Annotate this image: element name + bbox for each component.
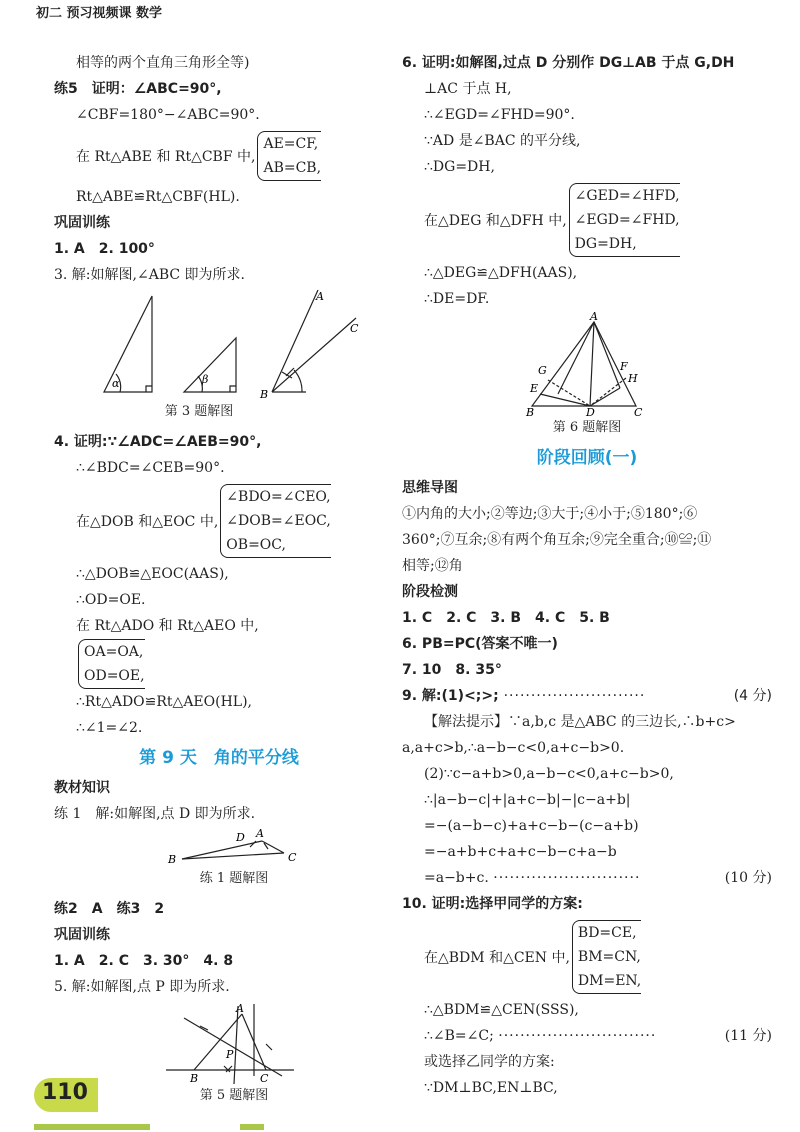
text-line: 在 Rt△ABE 和 Rt△CBF 中, (76, 149, 256, 165)
condition: ∠EGD=∠FHD, (574, 212, 680, 228)
exercise-5-title: 练5 证明：∠ABC=90°, (54, 81, 222, 97)
fig3-triangle-2 (184, 338, 236, 392)
fig5-lines (166, 1004, 294, 1084)
figure-1-caption: 练 1 题解图 (199, 871, 269, 886)
condition-group (402, 917, 772, 997)
fig1-label: C (288, 851, 297, 864)
text-line: 9. 解:(1)<;>; (402, 688, 499, 704)
answers-line: 6. PB=PC(答案不唯一) (402, 636, 558, 652)
fig6-label: H (628, 372, 638, 385)
text-line: a,a+c>b,∴a−b−c<0,a+c−b>0. (402, 740, 625, 756)
text-line: ∠CBF=180°−∠ABC=90°. (76, 107, 260, 123)
text-line: ∴△BDM≌△CEN(SSS), (424, 1002, 579, 1018)
brace-conditions (220, 484, 331, 558)
fig3-construction (272, 290, 356, 392)
text-line: 【解法提示】∵a,b,c 是△ABC 的三边长,∴b+c> (424, 714, 736, 730)
fig5-label: C (260, 1072, 269, 1084)
answers-line: 1. C 2. C 3. B 4. C 5. B (402, 610, 610, 626)
text-line: ∴Rt△ADO≌Rt△AEO(HL), (76, 694, 253, 710)
section-heading: 巩固训练 (54, 215, 110, 231)
text-line: ∴∠EGD=∠FHD=90°. (424, 107, 575, 123)
fig3-label: B (260, 388, 269, 400)
condition: AE=CF, (263, 136, 319, 152)
fig1-label: A (256, 827, 264, 840)
text-line: ①内角的大小;②等边;③大于;④小于;⑤180°;⑥ (402, 506, 698, 522)
text-line: 在△BDM 和△CEN 中, (424, 950, 570, 966)
footer-bar (240, 1124, 264, 1130)
figure-6-caption: 第 6 题解图 (552, 420, 622, 435)
problem-10: 10. 证明:选择甲同学的方案: (402, 896, 583, 912)
condition: ∠DOB=∠EOC, (226, 513, 331, 529)
text-line: ∴∠B=∠C; (424, 1028, 494, 1044)
condition: ∠BDO=∠CEO, (226, 489, 331, 505)
left-column (54, 50, 384, 1103)
text-line: =−(a−b−c)+a+c−b−(c−a+b) (424, 818, 639, 834)
text-line: ∴△DOB≌△EOC(AAS), (76, 566, 229, 582)
problem-6: 6. 证明:如解图,过点 D 分别作 DG⊥AB 于点 G,DH (402, 55, 735, 71)
condition: ∠GED=∠HFD, (574, 188, 680, 204)
brace-conditions (569, 183, 680, 257)
chapter-title: 第 9 天 角的平分线 (139, 748, 299, 768)
problem-9: 9. 解:(1)<;>; ·························· (4 分) (402, 683, 772, 709)
fig3-label: A (316, 290, 324, 303)
fig3-label: α (112, 377, 120, 390)
text-line: 在△DEG 和△DFH 中, (424, 213, 567, 229)
section-heading: 思维导图 (402, 480, 458, 496)
right-column (402, 50, 772, 1101)
text-line: 相等;⑫角 (402, 558, 463, 574)
text-line: 360°;⑦互余;⑧有两个角互余;⑨完全重合;⑩≌;⑪ (402, 532, 712, 548)
brace-conditions (78, 639, 145, 689)
figure-5 (54, 1000, 364, 1084)
text-line: ∴DE=DF. (424, 291, 490, 307)
text-line: 3. 解:如解图,∠ABC 即为所求. (54, 267, 245, 283)
text-line: ∴OD=OE. (76, 592, 146, 608)
section-heading: 巩固训练 (54, 927, 110, 943)
condition: OA=OA, (84, 644, 144, 660)
text-line: =a−b+c. ··························· (10 分) (402, 865, 772, 891)
condition: BM=CN, (577, 949, 641, 965)
text-line: =a−b+c. (424, 870, 489, 886)
text-line: ⊥AC 于点 H, (424, 81, 512, 97)
fig3-label: β (202, 373, 209, 386)
section-heading: 阶段检测 (402, 584, 458, 600)
condition: OD=OE, (84, 668, 145, 684)
text-line: ∴△DEG≌△DFH(AAS), (424, 265, 578, 281)
fig6-label: A (590, 312, 598, 323)
page-header: 初二 预习视频课 数学 (36, 6, 163, 21)
condition: AB=CB, (263, 160, 322, 176)
condition: DG=DH, (574, 236, 637, 252)
fig1-lines (182, 841, 284, 859)
problem-4: 4. 证明:∵∠ADC=∠AEB=90°, (54, 434, 262, 450)
condition-group (54, 128, 384, 184)
condition: DM=EN, (577, 973, 642, 989)
text-line: 练 1 解:如解图,点 D 即为所求. (54, 806, 256, 822)
fig5-label: A (236, 1002, 244, 1015)
figure-1 (54, 827, 364, 867)
text-line: 或选择乙同学的方案: (424, 1054, 555, 1070)
text-line: ∵DM⊥BC,EN⊥BC, (424, 1080, 558, 1096)
text-line: ∴∠BDC=∠CEB=90°. (76, 460, 225, 476)
fig6-label: C (634, 406, 643, 416)
figure-6 (402, 312, 772, 416)
fig6-label: B (526, 406, 535, 416)
text-line: ∴DG=DH, (424, 159, 495, 175)
chapter-title: 阶段回顾(一) (536, 448, 638, 468)
condition: BD=CE, (577, 925, 637, 941)
figure-3-caption: 第 3 题解图 (164, 404, 234, 419)
text-line: 在△DOB 和△EOC 中, (76, 514, 219, 530)
text-line: 在 Rt△ADO 和 Rt△AEO 中, (76, 618, 259, 634)
text-line: ∴∠1=∠2. (76, 720, 143, 736)
brace-conditions (257, 131, 321, 181)
figure-3 (54, 288, 364, 400)
fig1-label: D (236, 831, 245, 844)
text-line: Rt△ABE≌Rt△CBF(HL). (76, 189, 240, 205)
fig5-label: P (226, 1048, 234, 1061)
text-line: ∴|a−b−c|+|a+c−b|−|c−a+b| (424, 792, 631, 808)
text-line: =−a+b+c+a+c−b−c+a−b (424, 844, 617, 860)
answers-line: 1. A 2. 100° (54, 241, 155, 257)
text-line: 5. 解:如解图,点 P 即为所求. (54, 979, 230, 995)
fig1-label: B (168, 853, 177, 866)
condition-group (402, 180, 772, 260)
fig3-label: C (350, 322, 359, 335)
text-line: (2)∵c−a+b>0,a−b−c<0,a+c−b>0, (424, 766, 674, 782)
text-line: 相等的两个直角三角形全等) (76, 55, 250, 71)
score: (4 分) (733, 688, 772, 704)
text-line: ∵AD 是∠BAC 的平分线, (424, 133, 581, 149)
condition: OB=OC, (226, 537, 286, 553)
answers-line: 练2 A 练3 2 (54, 901, 165, 917)
fig6-label: D (586, 406, 595, 416)
footer-bar (34, 1124, 150, 1130)
brace-conditions (572, 920, 641, 994)
fig5-label: B (190, 1072, 199, 1084)
fig6-label: F (620, 360, 628, 373)
score: (10 分) (724, 870, 772, 886)
page-number: 110 (42, 1080, 88, 1105)
figure-5-caption: 第 5 题解图 (199, 1088, 269, 1103)
condition-group (54, 481, 384, 561)
text-line: ∴∠B=∠C; ····························· (11 分) (402, 1023, 772, 1049)
fig6-label: E (530, 382, 539, 395)
score: (11 分) (724, 1028, 772, 1044)
fig6-label: G (538, 364, 547, 377)
section-heading: 教材知识 (54, 780, 110, 796)
condition-group (54, 639, 384, 689)
answers-line: 1. A 2. C 3. 30° 4. 8 (54, 953, 234, 969)
answers-line: 7. 10 8. 35° (402, 662, 502, 678)
